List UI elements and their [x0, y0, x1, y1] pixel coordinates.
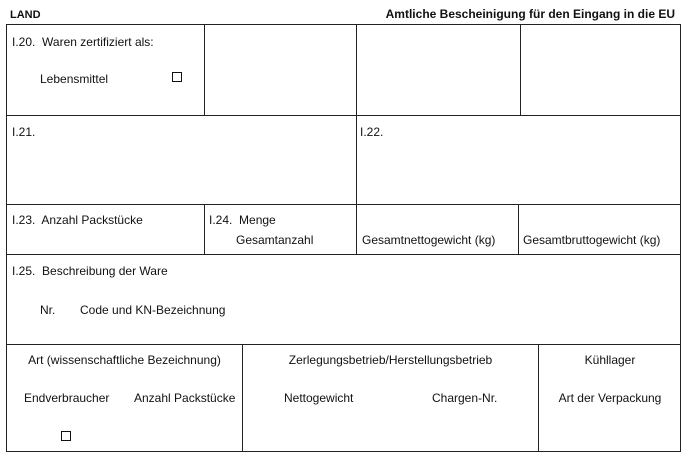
i24-gross-label: Gesamtbruttogewicht (kg) [523, 233, 661, 247]
i24-heading [209, 213, 276, 227]
divider-row2 [6, 204, 681, 205]
i22-number: I.22. [360, 125, 384, 139]
end-consumer-checkbox[interactable] [61, 431, 71, 441]
i23-number: I.23. [12, 213, 36, 227]
end-consumer-label: Endverbraucher [24, 391, 110, 405]
divider-row4 [6, 344, 681, 345]
i23-field[interactable] [12, 213, 143, 227]
i25-heading [12, 264, 168, 278]
i20-cell-2[interactable] [205, 25, 356, 115]
i25-col-code: Code und KN-Bezeichnung [80, 303, 226, 317]
net-weight-label: Nettogewicht [284, 391, 354, 405]
i21-field[interactable] [7, 140, 355, 204]
divider-col-r3b [356, 204, 357, 255]
cold-store-header: Kühllager [584, 353, 636, 367]
i25-number: I.25. [12, 264, 36, 278]
divider-row3 [6, 254, 681, 255]
i21-number: I.21. [12, 125, 36, 139]
packages-label: Anzahl Packstücke [134, 391, 236, 405]
food-checkbox[interactable] [172, 72, 182, 82]
divider-row1 [6, 115, 681, 116]
i20-label: Waren zertifiziert als: [42, 35, 154, 49]
i22-field[interactable] [357, 140, 680, 204]
i23-label: Anzahl Packstücke [41, 213, 143, 227]
divider-col-r3a [204, 204, 205, 255]
i24-number: I.24. [209, 213, 233, 227]
plant-header: Zerlegungsbetrieb/Herstellungsbetrieb [288, 353, 493, 367]
divider-col-r3c [518, 204, 519, 255]
i20-number: I.20. [12, 35, 36, 49]
i20-field [12, 35, 154, 49]
i24-total-label: Gesamtanzahl [236, 233, 314, 247]
document-title: Amtliche Bescheinigung für den Eingang in die EU [385, 7, 675, 21]
country-label: LAND [10, 9, 41, 21]
i24-net-label: Gesamtnettogewicht (kg) [362, 233, 496, 247]
packaging-type-label: Art der Verpackung [558, 391, 662, 405]
batch-number-label: Chargen-Nr. [432, 391, 498, 405]
i25-col-nr: Nr. [40, 303, 56, 317]
species-header: Art (wissenschaftliche Bezeichnung) [28, 353, 221, 367]
i25-label: Beschreibung der Ware [42, 264, 168, 278]
i20-cell-4[interactable] [521, 25, 680, 115]
i24-label: Menge [239, 213, 276, 227]
i20-cell-3[interactable] [357, 25, 520, 115]
i20-option-label: Lebensmittel [40, 72, 109, 86]
